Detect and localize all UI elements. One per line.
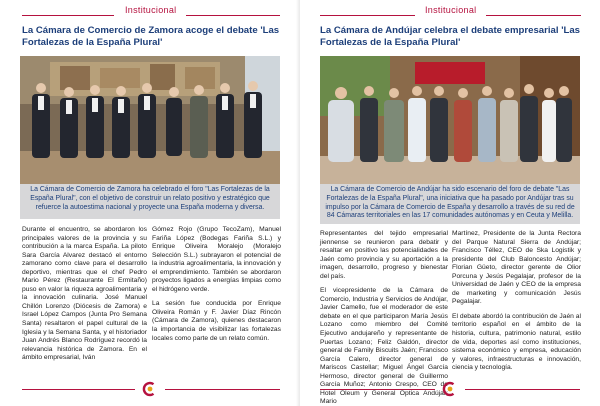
paragraph: Martínez, Presidente de la Junta Rectora del Parque Natural Sierra de Andújar; Francisco Téllez, CEO de Ska Logistik y presidente del Club Baloncesto Andújar; Florian Güeto, director gerente de Olior Porcuna y Jesús Pegalajar, profesor de la Universidad de Jaén y CEO de la empresa de marketing y comunicación Jesús Pegalajar.	[452, 230, 581, 306]
header-rule-left	[320, 15, 415, 16]
photo-caption: La Cámara de Comercio de Zamora ha celebrado el foro "Las Fortalezas de la España Plural", con el objetivo de construir un relato positivo y estratégico que refuerce la autoestima nacional y proyecte una España moderna y diversa.	[20, 184, 280, 219]
body-column-left	[22, 226, 147, 369]
section-label: Institucional	[125, 5, 177, 15]
paragraph: El vicepresidente de la Cámara de Comercio, Industria y Servicios de Andújar, Javier Camello, fue el moderador de este debate en el que participaron María Jesús Lozano como miembro del Comité Ejecutivo andujareño y representante de Puertas Lozano; Feliz Galdón, director general de Family Biscuits Jaén; Francisco García Calero, director general de Mariscos Castellar; Miguel Ángel García Hermoso, director general de Guillermo García Muñoz; Antonio Crespo, CEO de Hotel Oleum y General Óptica Andújar; Mario	[320, 287, 448, 406]
header-rule-left	[22, 15, 114, 16]
footer-rule-left	[320, 389, 435, 390]
paragraph: Gómez Rojo (Grupo TecoZam), Manuel Fariña López (Bodegas Fariña S.L.) y Enrique Oliveira Moralejo (Moralejo Selección S.L.) subrayaron el potencial de la industria agroalimentaria, la innovación y el emprendimiento. También se abordaron proyectos ligados a energías limpias como el hidrógeno verde.	[152, 226, 281, 293]
header-rule-right	[486, 15, 581, 16]
section-label: Institucional	[425, 5, 477, 15]
photo-caption: La Cámara de Comercio de Andújar ha sido escenario del foro de debate "Las Fortalezas de la España Plural", una iniciativa que ha pasado por Andújar tras su impulso por la Cámara de Comercio de España y desarrollo a través de su red de 84 Cámaras territoriales en las 17 comunidades autónomas y en Ceuta y Melilla.	[320, 184, 580, 224]
body-column-right	[152, 226, 281, 349]
camara-logo-icon	[442, 381, 458, 397]
group-photo-illustration	[20, 56, 280, 184]
footer-rule-left	[22, 389, 135, 390]
camara-logo-icon	[142, 381, 158, 397]
group-photo-illustration	[320, 56, 580, 184]
paragraph: El debate abordó la contribución de Jaén al territorio español en el ámbito de la historia, cultura, patrimonio natural, estilo de vida, deportes así como instituciones, sistema económico y empresa, educación y valores, infraestructuras e innovación, ciencia y tecnología.	[452, 312, 581, 372]
body-column-left	[320, 230, 448, 406]
body-column-right	[452, 230, 581, 379]
article-title: La Cámara de Andújar celebra el debate empresarial 'Las Fortalezas de la España Plural'	[320, 25, 581, 48]
footer-rule-right	[165, 389, 280, 390]
paragraph: Durante el encuentro, se abordaron los principales valores de la provincia y su contribución a la marca España. La piloto Sara García Alvarez destacó el entorno zamorano como clave para el desarrollo deportivo, mientras que el chef Pedro Mario Pérez (Restaurante El Ermitaño) puso en valor la riqueza agroalimentaria y la innovación culinaria. José Manuel Chillón Lorenzo (Diócesis de Zamora) e Israel López Campos (Junta Pro Semana Santa) resaltaron el papel cultural de la Iglesia y la Semana Santa, y el historiador Juan Andrés Blanco Rodríguez recordó la relevancia histórica de Zamora. En el ámbito empresarial, Iván	[22, 226, 147, 362]
paragraph: Representantes del tejido empresarial jiennense se reunieron para debatir y resaltar en positivo las potencialidades de Jaén como provincia y su aportación a la imagen, desarrollo, progreso y bienestar del país.	[320, 230, 448, 280]
header-rule-right	[186, 15, 280, 16]
group-photo	[320, 56, 580, 184]
footer-rule-right	[465, 389, 580, 390]
page-andujar	[300, 0, 600, 406]
group-photo	[20, 56, 280, 184]
article-title: La Cámara de Comercio de Zamora acoge el debate 'Las Fortalezas de la España Plural'	[22, 25, 280, 48]
paragraph: La sesión fue conducida por Enrique Oliveira Román y F. Javier Díaz Rincón (Cámara de Zamora), quienes destacaron la importancia de visibilizar las fortalezas locales como parte de un relato común.	[152, 300, 281, 342]
